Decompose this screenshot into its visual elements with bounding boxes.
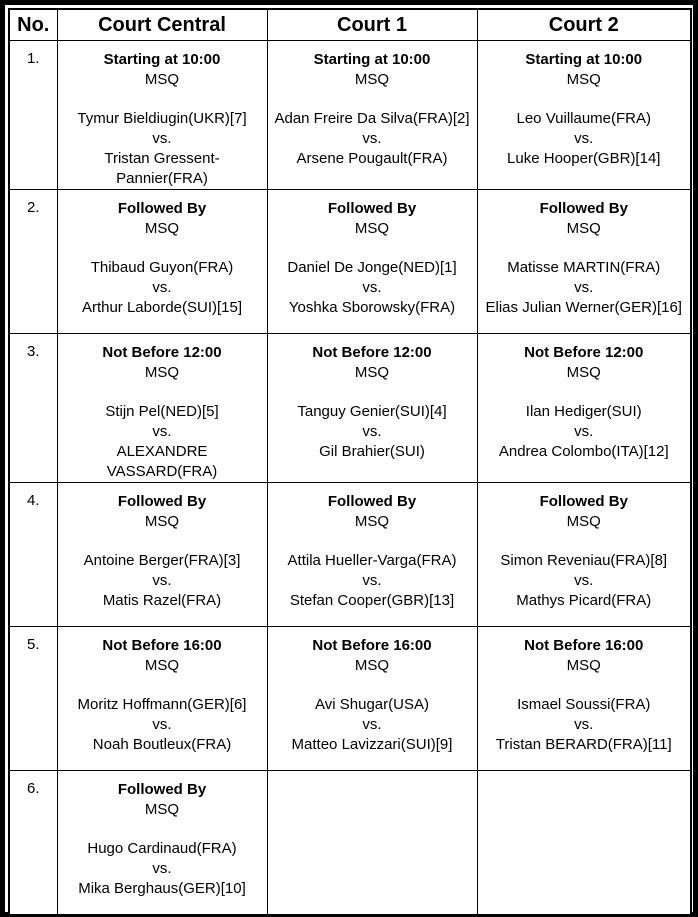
player2: ALEXANDRE VASSARD(FRA) (106, 443, 218, 480)
vs-label: vs. (152, 716, 172, 733)
match-time: Starting at 10:00 (103, 51, 221, 68)
table-row (9, 771, 691, 915)
player2: Stefan Cooper(GBR)[13] (289, 592, 455, 609)
player1: Attila Hueller-Varga(FRA) (287, 552, 457, 569)
match-event: MSQ (144, 71, 180, 88)
schedule-cell (57, 334, 267, 483)
player1: Tanguy Genier(SUI)[4] (297, 403, 447, 420)
spacer (480, 239, 689, 258)
match-time: Followed By (117, 781, 207, 798)
player1: Ismael Soussi(FRA) (517, 696, 651, 713)
row-number: 5. (9, 627, 57, 771)
schedule-cell (267, 41, 477, 190)
player1: Ilan Hediger(SUI) (525, 403, 642, 420)
table-header-row (9, 9, 691, 41)
header-court-1: Court 1 (267, 9, 477, 41)
player1: Daniel De Jonge(NED)[1] (287, 259, 457, 276)
row-number: 4. (9, 483, 57, 627)
match-event: MSQ (144, 657, 180, 674)
vs-label: vs. (574, 279, 594, 296)
player1: Avi Shugar(USA) (315, 696, 429, 713)
player2: Mathys Picard(FRA) (516, 592, 652, 609)
match-event: MSQ (354, 364, 390, 381)
vs-label: vs. (574, 572, 594, 589)
vs-label: vs. (152, 130, 172, 147)
match-event: MSQ (566, 71, 601, 88)
match-event: MSQ (354, 513, 390, 530)
match-time: Starting at 10:00 (313, 51, 431, 68)
spacer (60, 90, 265, 109)
header-court-central: Court Central (57, 9, 267, 41)
match-event: MSQ (354, 657, 390, 674)
match-event: MSQ (566, 220, 601, 237)
match-event: MSQ (354, 71, 390, 88)
spacer (270, 239, 475, 258)
schedule-cell (57, 771, 267, 915)
player2: Noah Boutleux(FRA) (92, 736, 232, 753)
header-court-2: Court 2 (477, 9, 691, 41)
player2: Andrea Colombo(ITA)[12] (498, 443, 669, 460)
vs-label: vs. (574, 130, 594, 147)
player1: Antoine Berger(FRA)[3] (83, 552, 241, 569)
match-event: MSQ (144, 801, 180, 818)
spacer (480, 532, 689, 551)
match-time: Not Before 16:00 (524, 637, 644, 654)
spacer (270, 676, 475, 695)
match-time: Followed By (539, 493, 628, 510)
match-time: Followed By (327, 493, 417, 510)
table-row (9, 41, 691, 190)
schedule-cell-empty (267, 771, 477, 915)
spacer (60, 676, 265, 695)
match-event: MSQ (566, 657, 601, 674)
match-time: Starting at 10:00 (525, 51, 643, 68)
match-time: Not Before 16:00 (312, 637, 432, 654)
vs-label: vs. (152, 423, 172, 440)
match-event: MSQ (144, 364, 180, 381)
player2: Arsene Pougault(FRA) (296, 150, 448, 167)
spacer (270, 90, 475, 109)
match-event: MSQ (354, 220, 390, 237)
match-event: MSQ (144, 513, 180, 530)
row-number: 1. (9, 41, 57, 190)
vs-label: vs. (152, 279, 172, 296)
match-event: MSQ (566, 513, 601, 530)
player2: Gil Brahier(SUI) (319, 443, 425, 460)
schedule-cell (477, 190, 691, 334)
spacer (480, 676, 689, 695)
match-event: MSQ (144, 220, 180, 237)
player1: Hugo Cardinaud(FRA) (87, 840, 237, 857)
spacer (270, 532, 475, 551)
vs-label: vs. (362, 423, 382, 440)
player2: Tristan Gressent-Pannier(FRA) (104, 150, 220, 187)
vs-label: vs. (362, 716, 382, 733)
schedule-cell (477, 334, 691, 483)
vs-label: vs. (152, 572, 172, 589)
spacer (60, 383, 265, 402)
order-of-play-table (8, 8, 692, 916)
spacer (60, 532, 265, 551)
vs-label: vs. (362, 572, 382, 589)
player2: Luke Hooper(GBR)[14] (507, 150, 661, 167)
player2: Elias Julian Werner(GER)[16] (485, 299, 682, 316)
player1: Leo Vuillaume(FRA) (516, 110, 651, 127)
vs-label: vs. (574, 423, 594, 440)
table-row (9, 483, 691, 627)
spacer (270, 383, 475, 402)
player2: Tristan BERARD(FRA)[11] (495, 736, 672, 753)
match-time: Followed By (117, 200, 207, 217)
row-number: 3. (9, 334, 57, 483)
schedule-cell (57, 41, 267, 190)
header-no: No. (9, 9, 57, 41)
schedule-cell (267, 483, 477, 627)
match-time: Followed By (539, 200, 628, 217)
player1: Moritz Hoffmann(GER)[6] (77, 696, 247, 713)
spacer (480, 383, 689, 402)
schedule-cell (57, 483, 267, 627)
schedule-cell (477, 41, 691, 190)
schedule-cell-empty (477, 771, 691, 915)
table-row (9, 627, 691, 771)
player2: Matteo Lavizzari(SUI)[9] (291, 736, 453, 753)
player2: Yoshka Sborowsky(FRA) (288, 299, 456, 316)
vs-label: vs. (152, 860, 172, 877)
row-number: 2. (9, 190, 57, 334)
vs-label: vs. (362, 279, 382, 296)
match-time: Not Before 12:00 (312, 344, 432, 361)
vs-label: vs. (362, 130, 382, 147)
match-time: Followed By (117, 493, 207, 510)
match-time: Followed By (327, 200, 417, 217)
schedule-cell (57, 190, 267, 334)
player1: Thibaud Guyon(FRA) (90, 259, 234, 276)
match-time: Not Before 12:00 (524, 344, 644, 361)
match-event: MSQ (566, 364, 601, 381)
schedule-cell (57, 627, 267, 771)
player1: Adan Freire Da Silva(FRA)[2] (274, 110, 470, 127)
player1: Simon Reveniau(FRA)[8] (500, 552, 668, 569)
spacer (60, 820, 265, 839)
player2: Arthur Laborde(SUI)[15] (81, 299, 243, 316)
player1: Matisse MARTIN(FRA) (507, 259, 661, 276)
schedule-cell (267, 334, 477, 483)
table-row (9, 190, 691, 334)
schedule-cell (477, 483, 691, 627)
vs-label: vs. (574, 716, 594, 733)
spacer (60, 239, 265, 258)
match-time: Not Before 16:00 (102, 637, 222, 654)
spacer (480, 90, 689, 109)
player2: Matis Razel(FRA) (102, 592, 222, 609)
row-number: 6. (9, 771, 57, 915)
schedule-cell (267, 627, 477, 771)
schedule-cell (267, 190, 477, 334)
schedule-cell (477, 627, 691, 771)
player2: Mika Berghaus(GER)[10] (78, 880, 246, 897)
match-time: Not Before 12:00 (102, 344, 222, 361)
player1: Stijn Pel(NED)[5] (105, 403, 219, 420)
player1: Tymur Bieldiugin(UKR)[7] (77, 110, 247, 127)
table-row (9, 334, 691, 483)
